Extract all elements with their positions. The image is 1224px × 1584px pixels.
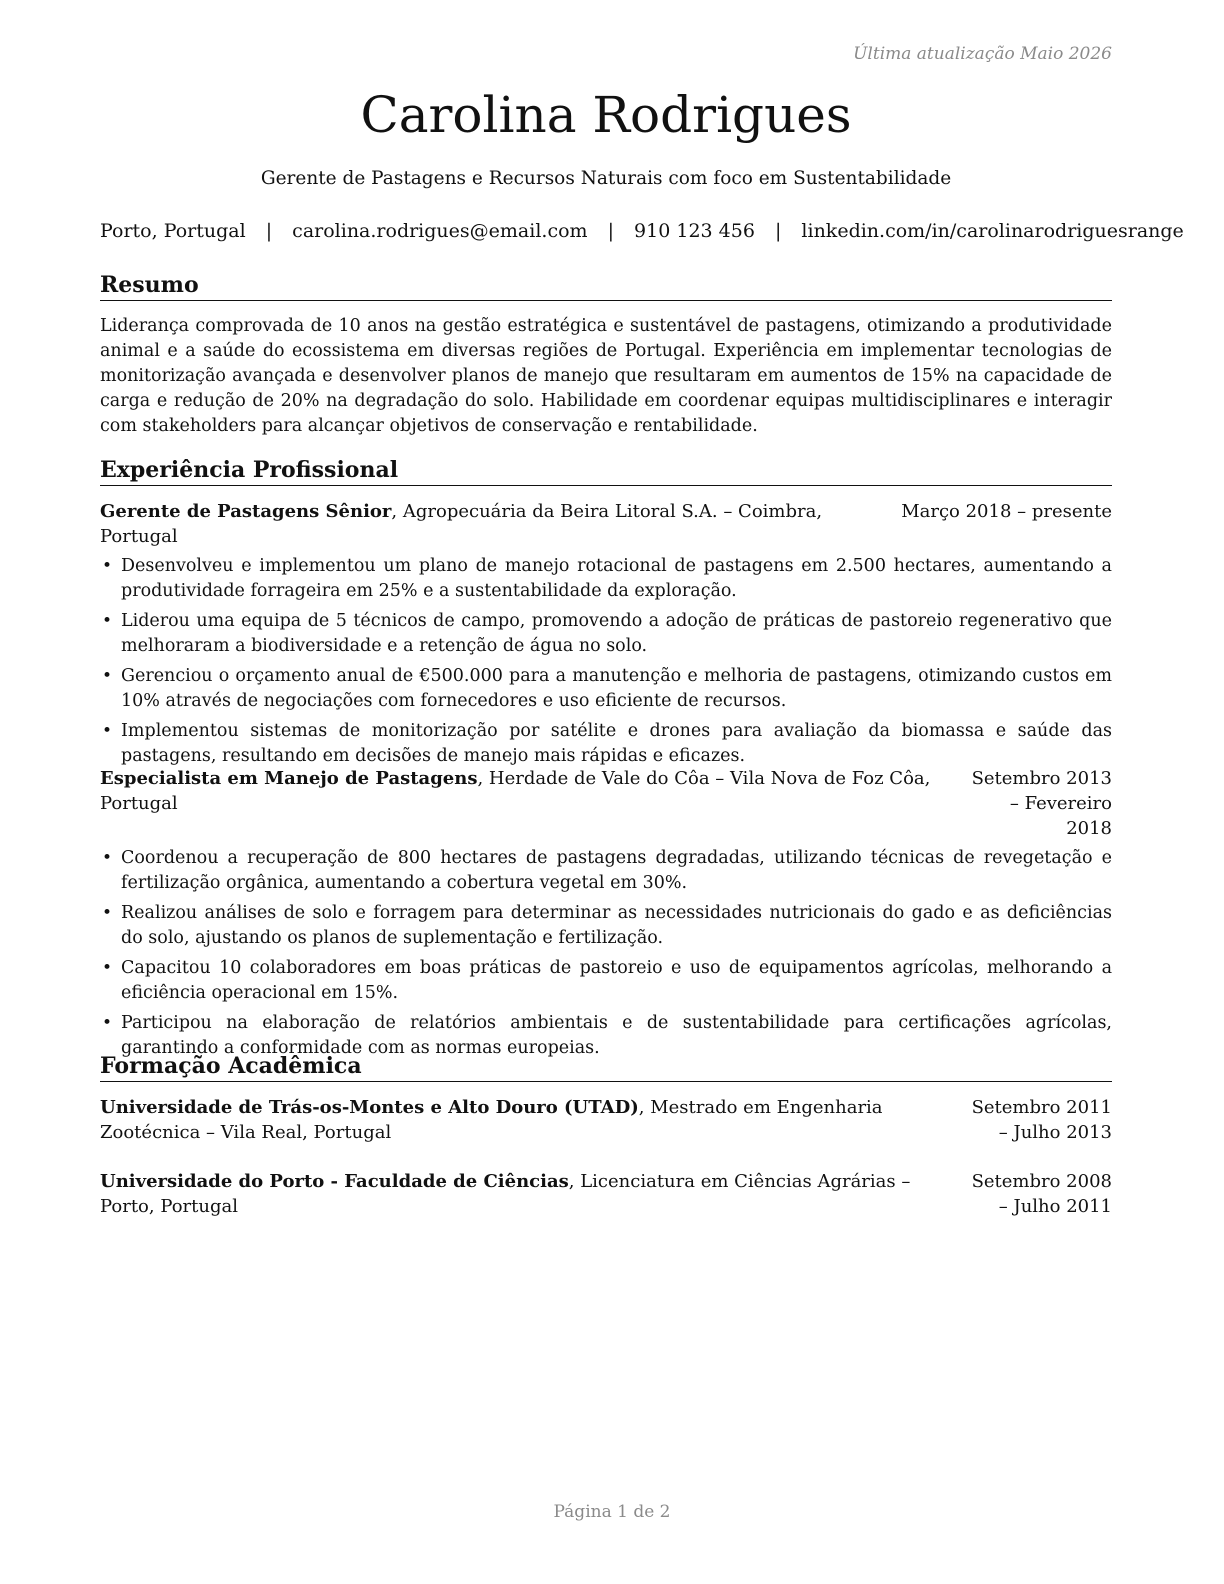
job-dates: Março 2018 – presente xyxy=(901,501,1112,522)
contact-separator: | xyxy=(265,220,273,242)
education-dates: Setembro 2008 – Julho 2011 xyxy=(971,1171,1112,1217)
section-title-education: Formação Acadêmica xyxy=(100,1053,1112,1082)
education-title-line xyxy=(100,1095,962,1145)
bullet-icon: • xyxy=(102,1013,113,1033)
section-title-summary: Resumo xyxy=(100,272,1112,301)
bullet-icon: • xyxy=(102,611,113,631)
bullet-text: Liderou uma equipa de 5 técnicos de campo, promovendo a adoção de práticas de pastoreio regenerativo que melhoraram a biodiversidade e a retenção de água no solo. xyxy=(121,611,1112,656)
bullet-item xyxy=(100,664,1112,714)
contact-separator: | xyxy=(607,220,614,242)
education-school: Universidade de Trás-os-Montes e Alto Douro (UTAD) xyxy=(100,1097,639,1118)
bullet-text: Gerenciou o orçamento anual de €500.000 para a manutenção e melhoria de pastagens, otimizando custos em 10% através de negociações com fornecedores e uso eficiente de recursos. xyxy=(121,666,1112,711)
contact-separator: | xyxy=(774,220,782,242)
bullet-item xyxy=(100,901,1112,951)
education-degree: , Mestrado em Engenharia Zootécnica – Vila Real, Portugal xyxy=(100,1097,883,1143)
bullet-text: Participou na elaboração de relatórios ambientais e de sustentabilidade para certificações agrícolas, garantindo a conformidade com as normas europeias. xyxy=(121,1013,1112,1058)
job-dates: Setembro 2013 – Fevereiro 2018 xyxy=(971,768,1112,839)
bullet-text: Coordenou a recuperação de 800 hectares de pastagens degradadas, utilizando técnicas de revegetação e fertilização orgânica, aumentando a cobertura vegetal em 30%. xyxy=(121,848,1112,893)
contact-location: Porto, Portugal xyxy=(100,220,246,242)
contact-line xyxy=(100,220,1184,242)
job-role: Especialista em Manejo de Pastagens xyxy=(100,768,478,789)
job-entry xyxy=(100,499,1112,774)
job-title-line xyxy=(100,499,901,549)
bullet-item xyxy=(100,719,1112,769)
job-header xyxy=(100,766,1112,841)
education-entry xyxy=(100,1095,1112,1145)
job-title-line xyxy=(100,766,962,841)
bullet-icon: • xyxy=(102,666,113,686)
bullet-icon: • xyxy=(102,556,113,576)
job-entry xyxy=(100,766,1112,1066)
contact-linkedin[interactable]: linkedin.com/in/carolinarodriguesrange xyxy=(801,220,1184,242)
headline: Gerente de Pastagens e Recursos Naturais com foco em Sustentabilidade xyxy=(260,168,952,189)
education-header xyxy=(100,1169,1112,1219)
bullet-item xyxy=(100,554,1112,604)
bullet-text: Realizou análises de solo e forragem para determinar as necessidades nutricionais do gado e as deficiências do solo, ajustando os planos de suplementação e fertilização. xyxy=(121,903,1112,948)
job-bullets xyxy=(100,554,1112,769)
job-role: Gerente de Pastagens Sênior xyxy=(100,501,392,522)
education-header xyxy=(100,1095,1112,1145)
bullet-item xyxy=(100,846,1112,896)
bullet-text: Capacitou 10 colaboradores em boas práticas de pastoreio e uso de equipamentos agrícolas, melhorando a eficiência operacional em 15%. xyxy=(121,958,1112,1003)
job-header xyxy=(100,499,1112,549)
job-bullets xyxy=(100,846,1112,1061)
bullet-icon: • xyxy=(102,848,113,868)
bullet-icon: • xyxy=(102,721,113,741)
bullet-text: Desenvolveu e implementou um plano de manejo rotacional de pastagens em 2.500 hectares, aumentando a produtividade forrageira em 25% e a sustentabilidade da exploração. xyxy=(121,556,1112,601)
bullet-icon: • xyxy=(102,903,113,923)
bullet-item xyxy=(100,609,1112,659)
education-school: Universidade do Porto - Faculdade de Ciências xyxy=(100,1171,569,1192)
bullet-icon: • xyxy=(102,958,113,978)
education-title-line xyxy=(100,1169,962,1219)
bullet-item xyxy=(100,956,1112,1006)
bullet-text: Implementou sistemas de monitorização por satélite e drones para avaliação da biomassa e saúde das pastagens, resultando em decisões de manejo mais rápidas e eficazes. xyxy=(121,721,1112,766)
last-updated: Última atualização Maio 2026 xyxy=(853,44,1112,64)
education-dates: Setembro 2011 – Julho 2013 xyxy=(971,1097,1112,1143)
contact-email[interactable]: carolina.rodrigues@email.com xyxy=(292,220,588,242)
contact-phone[interactable]: 910 123 456 xyxy=(634,220,755,242)
job-organization: , Herdade de Vale do Côa – Vila Nova de Foz Côa, Portugal xyxy=(100,768,931,814)
education-entry xyxy=(100,1169,1112,1219)
page-number: Página 1 de 2 xyxy=(553,1502,671,1522)
education-degree: , Licenciatura em Ciências Agrárias – Porto, Portugal xyxy=(100,1171,911,1217)
section-title-experience: Experiência Profissional xyxy=(100,457,1112,486)
job-organization: , Agropecuária da Beira Litoral S.A. – Coimbra, Portugal xyxy=(100,501,823,547)
candidate-name: Carolina Rodrigues xyxy=(360,86,852,144)
summary-text: Liderança comprovada de 10 anos na gestão estratégica e sustentável de pastagens, otimizando a produtividade animal e a saúde do ecossistema em diversas regiões de Portugal. Experiência em implementar tecnologias de monitorização avançada e desenvolver planos de manejo que resultaram em aumentos de 15% na capacidade de carga e redução de 20% na degradação do solo. Habilidade em coordenar equipas multidisciplinares e interagir com stakeholders para alcançar objetivos de conservação e rentabilidade. xyxy=(100,316,1112,436)
